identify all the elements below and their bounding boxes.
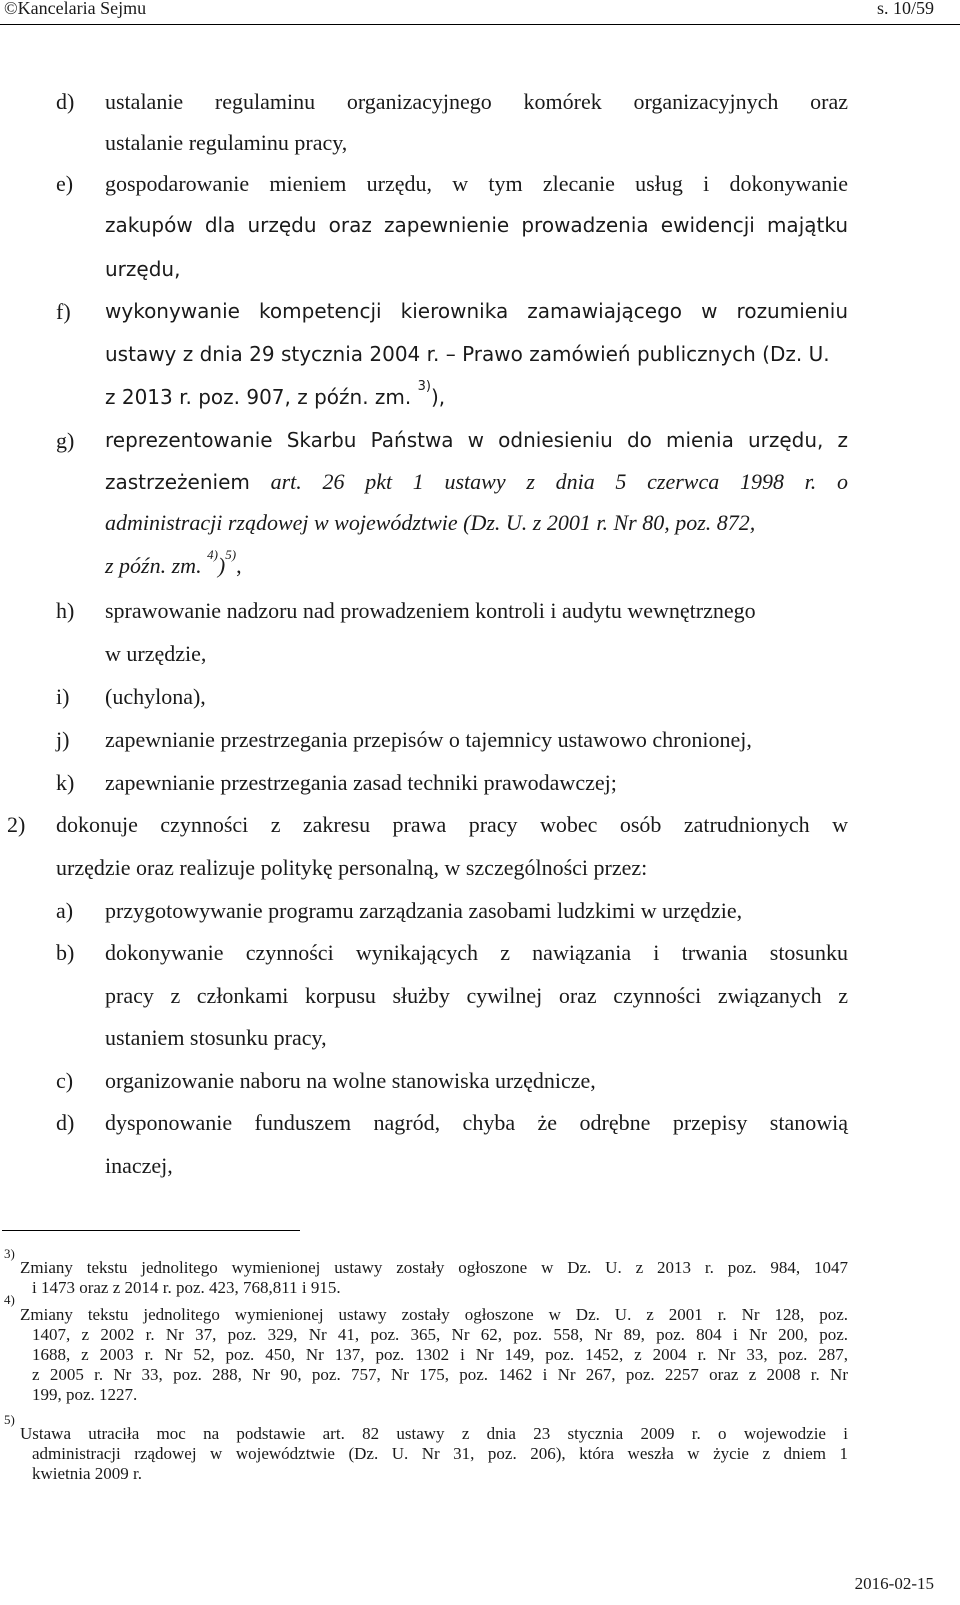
- item-f-line-3-tail: ),: [430, 385, 446, 409]
- footnote-3-line-1: Zmiany tekstu jednolitego wymienionej ustawy zostały ogłoszone w Dz. U. z 2013 r. poz. 984, 1047: [20, 1258, 848, 1277]
- item-g-line-2-b: art. 26 pkt 1 ustawy z dnia 5 czerwca 1998 r. o: [270, 469, 848, 494]
- item-f-line-2: ustawy z dnia 29 stycznia 2004 r. – Prawo zamówień publicznych (Dz. U.: [105, 342, 830, 366]
- item-g-label: g): [56, 428, 75, 453]
- footnote-3-line-2: i 1473 oraz z 2014 r. poz. 423, 768,811 i 915.: [32, 1278, 341, 1297]
- item-g-line-2-a: zastrzeżeniem: [105, 470, 250, 494]
- item-e-line-1: gospodarowanie mieniem urzędu, w tym zlecanie usług i dokonywanie: [105, 171, 848, 196]
- sub-b-line-1: dokonywanie czynności wynikających z nawiązania i trwania stosunku: [105, 940, 848, 965]
- footnote-ref-4: 4): [207, 547, 218, 562]
- footnote-4-line-2: 1407, z 2002 r. Nr 37, poz. 329, Nr 41, poz. 365, Nr 62, poz. 558, Nr 89, poz. 804 i Nr 200, poz.: [32, 1325, 848, 1344]
- footnote-4-line-1: Zmiany tekstu jednolitego wymienionej ustawy zostały ogłoszone w Dz. U. z 2001 r. Nr 128, poz.: [20, 1305, 848, 1324]
- footnote-4-mark: [4, 1292, 15, 1318]
- sub-b-label: b): [56, 940, 75, 965]
- footnote-3: [20, 1258, 848, 1298]
- item-d-line-1: ustalanie regulaminu organizacyjnego komórek organizacyjnych oraz: [105, 89, 848, 114]
- item-d-line-2: ustalanie regulaminu pracy,: [105, 130, 348, 155]
- item-j-line-1: zapewnianie przestrzegania przepisów o tajemnicy ustawowo chronionej,: [105, 727, 752, 752]
- item-g-line-2: [105, 469, 848, 495]
- item-k-label: k): [56, 770, 75, 795]
- item-g-line-3: administracji rządowej w województwie (Dz. U. z 2001 r. Nr 80, poz. 872,: [105, 510, 756, 535]
- footnote-separator: [2, 1230, 300, 1231]
- footnote-5: [20, 1424, 848, 1484]
- item-i-line-1: (uchylona),: [105, 684, 206, 709]
- item-f-line-3: [105, 379, 446, 409]
- item-i-label: i): [56, 684, 70, 709]
- footer-date: 2016-02-15: [854, 1574, 934, 1593]
- header-copyright: ©Kancelaria Sejmu: [4, 0, 147, 18]
- sub-b-line-3: ustaniem stosunku pracy,: [105, 1025, 327, 1050]
- point-2-line-2: urzędzie oraz realizuje politykę personalną, w szczególności przez:: [56, 855, 648, 880]
- sub-a-line-1: przygotowywanie programu zarządzania zasobami ludzkimi w urzędzie,: [105, 898, 743, 923]
- footnote-5-line-3: kwietnia 2009 r.: [32, 1464, 143, 1483]
- footnote-4: [20, 1305, 848, 1405]
- sub-d-line-1: dysponowanie funduszem nagród, chyba że odrębne przepisy stanowią: [105, 1110, 848, 1135]
- footnote-4-mark-text: 4): [4, 1292, 15, 1307]
- item-g-tail: ,: [236, 553, 242, 578]
- footnote-4-line-3: 1688, z 2003 r. Nr 52, poz. 450, Nr 137, poz. 1302 i Nr 149, poz. 1452, z 2004 r. Nr 33, poz. 287,: [32, 1345, 848, 1364]
- item-h-label: h): [56, 598, 75, 623]
- sub-d-label: d): [56, 1110, 75, 1135]
- header-page-number: s. 10/59: [876, 0, 934, 18]
- item-e-line-2: zakupów dla urzędu oraz zapewnienie prowadzenia ewidencji majątku: [105, 213, 848, 237]
- point-2-line-1: dokonuje czynności z zakresu prawa pracy wobec osób zatrudnionych w: [56, 812, 848, 837]
- item-e-label: e): [56, 171, 74, 196]
- sub-c-line-1: organizowanie naboru na wolne stanowiska urzędnicze,: [105, 1068, 596, 1093]
- item-h-line-2: w urzędzie,: [105, 641, 207, 666]
- item-e-line-3: urzędu,: [105, 257, 181, 281]
- sub-d-line-2: inaczej,: [105, 1153, 173, 1178]
- footnote-ref-3: 3): [417, 379, 431, 394]
- header-rule: [0, 24, 960, 25]
- sub-c-label: c): [56, 1068, 74, 1093]
- sub-b-line-2: pracy z członkami korpusu służby cywilnej oraz czynności związanych z: [105, 983, 848, 1008]
- sub-a-label: a): [56, 898, 74, 923]
- footnote-5-line-2: administracji rządowej w województwie (Dz. U. Nr 31, poz. 206), która weszła w życie z dniem 1: [32, 1444, 848, 1463]
- footnote-4-line-5: 199, poz. 1227.: [32, 1385, 138, 1404]
- item-d-label: d): [56, 89, 75, 114]
- point-2-label: 2): [7, 812, 26, 837]
- item-g-line-4-text: z późn. zm.: [105, 553, 202, 578]
- item-g-line-1: reprezentowanie Skarbu Państwa w odniesieniu do mienia urzędu, z: [105, 428, 848, 452]
- item-f-line-1: wykonywanie kompetencji kierownika zamawiającego w rozumieniu: [105, 299, 848, 323]
- footnote-3-mark: [4, 1246, 15, 1272]
- footnote-4-line-4: z 2005 r. Nr 33, poz. 288, Nr 90, poz. 757, Nr 175, poz. 1462 i Nr 267, poz. 2257 oraz z 2008 r. Nr: [32, 1365, 848, 1384]
- item-f-label: f): [56, 299, 71, 324]
- item-f-line-3-text: z 2013 r. poz. 907, z późn. zm.: [105, 385, 412, 409]
- footnote-5-line-1: Ustawa utraciła moc na podstawie art. 82 ustawy z dnia 23 stycznia 2009 r. o wojewodzie i: [20, 1424, 848, 1443]
- item-k-line-1: zapewnianie przestrzegania zasad techniki prawodawczej;: [105, 770, 617, 795]
- item-g-paren: ): [217, 553, 226, 578]
- footnote-ref-5: 5): [225, 547, 237, 562]
- item-g-line-4: [105, 547, 242, 579]
- footnote-5-mark-text: 5): [4, 1412, 15, 1427]
- footnote-3-mark-text: 3): [4, 1246, 15, 1261]
- item-j-label: j): [56, 727, 70, 752]
- item-h-line-1: sprawowanie nadzoru nad prowadzeniem kontroli i audytu wewnętrznego: [105, 598, 756, 623]
- footnote-5-mark: [4, 1412, 15, 1438]
